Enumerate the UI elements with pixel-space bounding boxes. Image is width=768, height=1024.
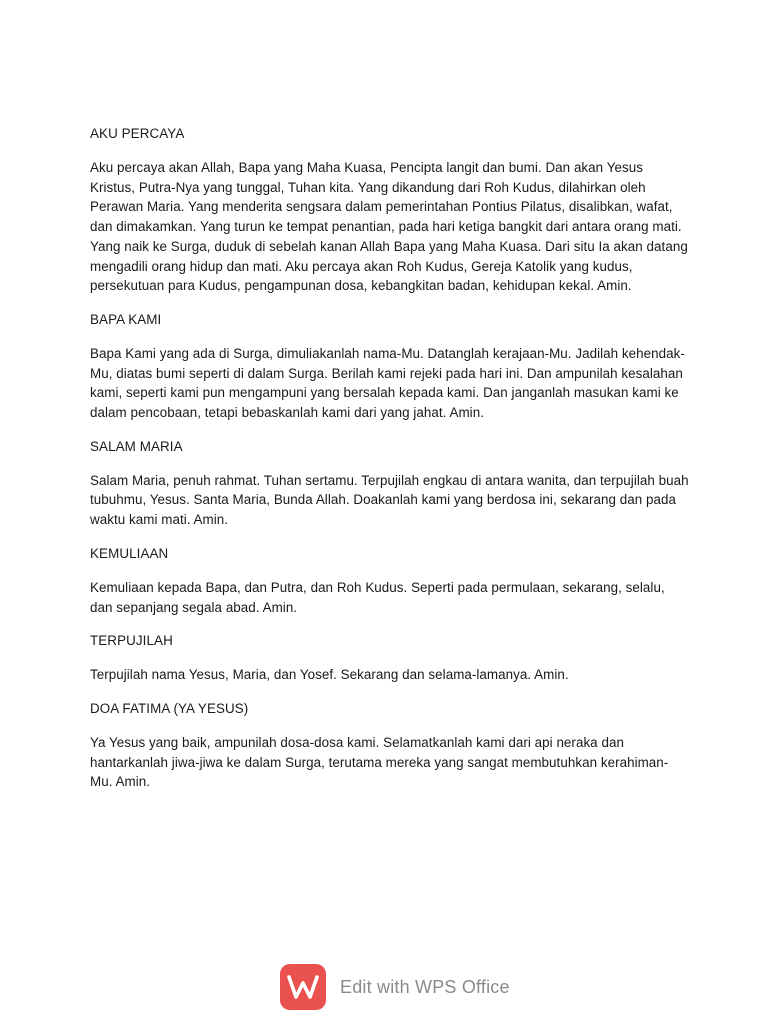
section-body: Ya Yesus yang baik, ampunilah dosa-dosa kami. Selamatkanlah kami dari api neraka dan hantarkanlah jiwa-jiwa ke dalam Surga, terutama mereka yang sangat membutuhkan kerahiman-Mu. Amin. [90,734,669,790]
edit-with-wps-button[interactable] [280,964,510,1010]
section-body: Aku percaya akan Allah, Bapa yang Maha Kuasa, Pencipta langit dan bumi. Dan akan Yesus Kristus, Putra-Nya yang tunggal, Tuhan kita. Yang dikandung dari Roh Kudus, dilahirkan oleh Perawan Maria. Yang menderita sengsara dalam pemerintahan Pontius Pilatus, disalibkan, wafat, dan dimakamkan. Yang turun ke tempat penantian, pada hari ketiga bangkit dari antara orang mati. Yang naik ke Surga, duduk di sebelah kanan Allah Bapa yang Maha Kuasa. Dari situ Ia akan datang mengadili orang hidup dan mati. Aku percaya akan Roh Kudus, Gereja Katolik yang kudus, persekutuan para Kudus, pengampunan dosa, kebangkitan badan, kehidupan kekal. Amin. [90,160,688,294]
section-doa-fatima [90,699,690,792]
section-title: DOA FATIMA (YA YESUS) [90,700,249,716]
section-body: Bapa Kami yang ada di Surga, dimuliakanlah nama-Mu. Datanglah kerajaan-Mu. Jadilah kehendak-Mu, diatas bumi seperti di dalam Surga. Berilah kami rejeki pada hari ini. Dan ampunilah kesalahan kami, seperti kami pun mengampuni yang bersalah kepada kami. Dan janganlah masukan kami ke dalam pencobaan, tetapi bebaskanlah kami dari yang jahat. Amin. [90,345,685,421]
section-title: SALAM MARIA [90,438,183,454]
section-bapa-kami [90,310,690,423]
section-title: TERPUJILAH [90,633,173,649]
section-kemuliaan [90,544,690,617]
section-body: Salam Maria, penuh rahmat. Tuhan sertamu. Terpujilah engkau di antara wanita, dan terpujilah buah tubuhmu, Yesus. Santa Maria, Bunda Allah. Doakanlah kami yang berdosa ini, sekarang dan pada waktu kami mati. Amin. [90,472,689,528]
wps-badge-label: Edit with WPS Office [340,976,510,997]
section-body: Kemuliaan kepada Bapa, dan Putra, dan Roh Kudus. Seperti pada permulaan, sekarang, selalu, dan sepanjang segala abad. Amin. [90,579,665,615]
section-title: AKU PERCAYA [90,126,185,141]
section-terpujilah [90,631,690,685]
document-page [90,124,690,806]
section-salam-maria [90,437,690,530]
section-aku-percaya [90,124,690,296]
section-title: KEMULIAAN [90,545,169,561]
section-body: Terpujilah nama Yesus, Maria, dan Yosef. Sekarang dan selama-lamanya. Amin. [90,667,569,683]
section-title: BAPA KAMI [90,311,162,327]
wps-logo-icon [280,964,326,1010]
